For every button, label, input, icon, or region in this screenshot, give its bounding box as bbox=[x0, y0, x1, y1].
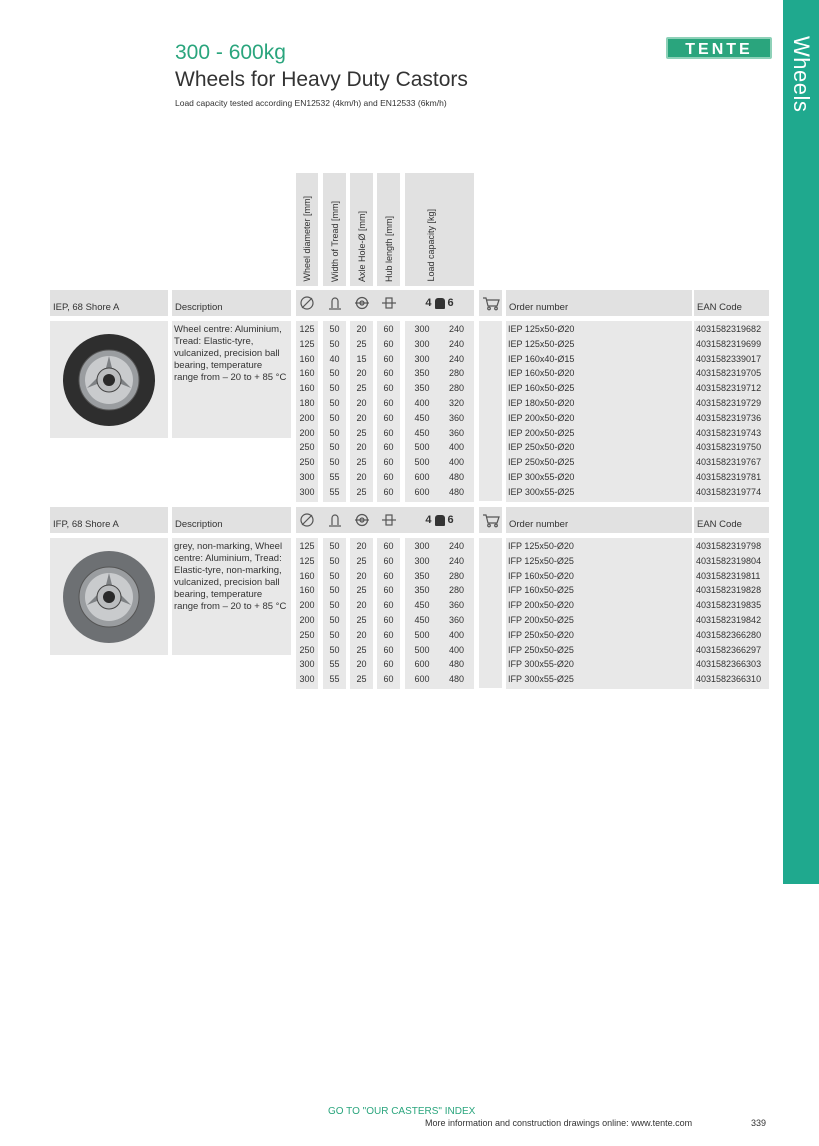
weight-icon bbox=[435, 298, 445, 309]
cell-order-number: IEP 160x50-Ø20 bbox=[508, 368, 575, 379]
cell-load-6kmh: 360 bbox=[448, 615, 465, 625]
cell-tread-width: 55 bbox=[329, 472, 340, 482]
cell-order-number: IEP 250x50-Ø20 bbox=[508, 442, 575, 453]
ean-header-label: EAN Code bbox=[697, 302, 742, 313]
cell-order-number: IEP 250x50-Ø25 bbox=[508, 457, 575, 468]
description-header bbox=[172, 507, 291, 533]
cell-order-number: IEP 160x50-Ø25 bbox=[508, 383, 575, 394]
section-name bbox=[50, 507, 168, 533]
cell-wheel-diameter: 125 bbox=[299, 555, 315, 566]
cell-wheel-diameter: 125 bbox=[299, 541, 315, 551]
cell-hub-length: 60 bbox=[383, 368, 394, 379]
cell-tread-width: 50 bbox=[329, 600, 340, 611]
cell-load-6kmh: 240 bbox=[448, 338, 465, 349]
cell-ean-code: 4031582319699 bbox=[696, 338, 762, 349]
cell-load-6kmh: 400 bbox=[448, 644, 465, 655]
cart-icon-bar bbox=[479, 290, 502, 316]
cell-axle-hole-column bbox=[350, 538, 373, 689]
cell-tread-width: 50 bbox=[329, 368, 340, 379]
cell-hub-length: 60 bbox=[383, 442, 394, 453]
cell-wheel-diameter: 160 bbox=[299, 353, 315, 364]
cell-order-number-column bbox=[506, 538, 692, 689]
cell-tread-width-column bbox=[323, 538, 346, 689]
cell-tread-width: 55 bbox=[329, 674, 340, 685]
cell-ean-code-column bbox=[694, 538, 769, 689]
cell-tread-width: 50 bbox=[329, 585, 340, 596]
cell-wheel-diameter: 200 bbox=[299, 615, 315, 625]
cell-axle-hole: 20 bbox=[356, 472, 367, 482]
cell-order-number: IFP 300x55-Ø25 bbox=[508, 674, 574, 685]
cell-load-6kmh: 240 bbox=[448, 555, 465, 566]
cell-ean-code: 4031582319743 bbox=[696, 427, 762, 438]
section-name bbox=[50, 290, 168, 316]
cell-wheel-diameter: 180 bbox=[299, 398, 315, 408]
cell-wheel-diameter: 250 bbox=[299, 644, 315, 655]
speed-6-label: 6 bbox=[447, 297, 454, 309]
cell-load-6kmh: 280 bbox=[448, 383, 465, 394]
cell-ean-code: 4031582319682 bbox=[696, 324, 762, 334]
cell-hub-length: 60 bbox=[383, 472, 394, 482]
cell-tread-width: 50 bbox=[329, 555, 340, 566]
header-hub-length: Hub length [mm] bbox=[377, 173, 400, 286]
hub-length-icon bbox=[377, 507, 400, 533]
cell-order-number: IFP 250x50-Ø25 bbox=[508, 644, 574, 655]
cell-tread-width: 50 bbox=[329, 338, 340, 349]
cell-axle-hole: 20 bbox=[356, 600, 367, 611]
cell-load-4kmh: 600 bbox=[414, 659, 430, 670]
cell-wheel-diameter: 300 bbox=[299, 486, 315, 497]
load-weight-icon bbox=[405, 507, 474, 533]
cell-hub-length: 60 bbox=[383, 570, 394, 581]
axle-hole-icon bbox=[350, 290, 373, 316]
cell-order-number: IEP 160x40-Ø15 bbox=[508, 353, 575, 364]
cell-order-number: IEP 200x50-Ø25 bbox=[508, 427, 575, 438]
cell-wheel-diameter: 160 bbox=[299, 383, 315, 394]
cell-load-4kmh: 400 bbox=[414, 398, 430, 408]
cell-load-6kmh: 480 bbox=[448, 486, 465, 497]
cell-load-4kmh: 600 bbox=[414, 472, 430, 482]
cell-hub-length: 60 bbox=[383, 585, 394, 596]
cell-tread-width: 50 bbox=[329, 644, 340, 655]
cell-axle-hole: 20 bbox=[356, 442, 367, 453]
cell-wheel-diameter: 125 bbox=[299, 338, 315, 349]
cell-axle-hole: 25 bbox=[356, 644, 367, 655]
cell-ean-code: 4031582366303 bbox=[696, 659, 762, 670]
cell-axle-hole: 25 bbox=[356, 674, 367, 685]
side-tab-label: Wheels bbox=[789, 36, 814, 113]
cell-wheel-diameter-column bbox=[296, 321, 318, 502]
cell-wheel-diameter: 250 bbox=[299, 629, 315, 640]
cell-axle-hole: 20 bbox=[356, 541, 367, 551]
cell-load-6kmh: 320 bbox=[448, 398, 465, 408]
cell-axle-hole: 25 bbox=[356, 615, 367, 625]
cell-order-number: IFP 125x50-Ø20 bbox=[508, 541, 574, 551]
cart-column bbox=[479, 538, 502, 688]
cell-wheel-diameter: 200 bbox=[299, 427, 315, 438]
cell-axle-hole: 25 bbox=[356, 555, 367, 566]
cell-tread-width: 50 bbox=[329, 615, 340, 625]
cell-ean-code: 4031582319705 bbox=[696, 368, 762, 379]
cell-hub-length: 60 bbox=[383, 615, 394, 625]
cell-axle-hole: 20 bbox=[356, 629, 367, 640]
cell-ean-code: 4031582319729 bbox=[696, 398, 762, 408]
tente-logo: TENTE bbox=[666, 37, 772, 59]
cell-load-4kmh: 300 bbox=[414, 555, 430, 566]
cell-load-6kmh: 280 bbox=[448, 585, 465, 596]
cell-load-4kmh: 600 bbox=[414, 674, 430, 685]
cell-order-number: IEP 300x55-Ø25 bbox=[508, 486, 575, 497]
cart-icon-bar bbox=[479, 507, 502, 533]
load-weight-icon bbox=[405, 290, 474, 316]
cell-tread-width: 50 bbox=[329, 427, 340, 438]
cell-ean-code: 4031582366310 bbox=[696, 674, 762, 685]
cell-order-number: IFP 200x50-Ø20 bbox=[508, 600, 574, 611]
cell-hub-length: 60 bbox=[383, 555, 394, 566]
cell-tread-width: 50 bbox=[329, 412, 340, 423]
page-subtitle: Load capacity tested according EN12532 (4km/h) and EN12533 (6km/h) bbox=[175, 98, 447, 108]
cell-wheel-diameter: 125 bbox=[299, 324, 315, 334]
header-tread-width: Width of Tread [mm] bbox=[323, 173, 346, 286]
cell-ean-code: 4031582319767 bbox=[696, 457, 762, 468]
cell-wheel-diameter: 160 bbox=[299, 570, 315, 581]
cell-axle-hole: 25 bbox=[356, 338, 367, 349]
cell-wheel-diameter: 160 bbox=[299, 368, 315, 379]
cell-ean-code: 4031582319804 bbox=[696, 555, 762, 566]
cell-load-4kmh: 350 bbox=[414, 383, 430, 394]
cell-load-4kmh: 450 bbox=[414, 600, 430, 611]
cell-hub-length-column bbox=[377, 538, 400, 689]
cell-load-6kmh: 400 bbox=[448, 629, 465, 640]
cell-order-number: IFP 300x55-Ø20 bbox=[508, 659, 574, 670]
cell-hub-length: 60 bbox=[383, 324, 394, 334]
cell-ean-code: 4031582319781 bbox=[696, 472, 762, 482]
cell-hub-length: 60 bbox=[383, 644, 394, 655]
description-header bbox=[172, 290, 291, 316]
wheel-diameter-icon bbox=[296, 290, 318, 316]
order-number-header-label: Order number bbox=[509, 519, 569, 530]
cell-load-4kmh: 350 bbox=[414, 368, 430, 379]
cell-ean-code: 4031582319811 bbox=[696, 570, 761, 581]
tread-width-icon bbox=[323, 290, 346, 316]
cell-axle-hole: 25 bbox=[356, 427, 367, 438]
cell-load-4kmh: 600 bbox=[414, 486, 430, 497]
ean-header bbox=[694, 507, 769, 533]
cell-load-4kmh: 450 bbox=[414, 427, 430, 438]
cell-wheel-diameter: 250 bbox=[299, 442, 315, 453]
cell-ean-code: 4031582319835 bbox=[696, 600, 762, 611]
cell-load-6kmh: 480 bbox=[448, 659, 465, 670]
cell-wheel-diameter: 300 bbox=[299, 659, 315, 670]
cell-axle-hole: 25 bbox=[356, 383, 367, 394]
cell-ean-code: 4031582339017 bbox=[696, 353, 762, 364]
spec-icons-bar bbox=[296, 507, 474, 533]
cell-ean-code-column bbox=[694, 321, 769, 502]
cell-hub-length: 60 bbox=[383, 353, 394, 364]
tread-width-icon bbox=[323, 507, 346, 533]
cell-hub-length: 60 bbox=[383, 674, 394, 685]
cell-hub-length-column bbox=[377, 321, 400, 502]
product-description: Wheel centre: Aluminium, Tread: Elastic-tyre, vulcanized, precision ball bearing, temperature range from – 20 to + 85 °C bbox=[172, 321, 291, 438]
cell-order-number: IFP 200x50-Ø25 bbox=[508, 615, 574, 625]
wheel-image bbox=[50, 538, 168, 655]
cell-order-number: IFP 125x50-Ø25 bbox=[508, 555, 574, 566]
description-header-label: Description bbox=[175, 519, 223, 530]
cell-wheel-diameter: 160 bbox=[299, 585, 315, 596]
hub-length-icon bbox=[377, 290, 400, 316]
wheel-diameter-icon bbox=[296, 507, 318, 533]
cell-hub-length: 60 bbox=[383, 427, 394, 438]
cell-order-number: IEP 125x50-Ø25 bbox=[508, 338, 575, 349]
cell-hub-length: 60 bbox=[383, 383, 394, 394]
header-load-capacity: Load capacity [kg] bbox=[405, 173, 474, 286]
speed-6-label: 6 bbox=[447, 514, 454, 526]
cell-ean-code: 4031582319828 bbox=[696, 585, 762, 596]
cell-wheel-diameter: 300 bbox=[299, 674, 315, 685]
cell-axle-hole: 20 bbox=[356, 570, 367, 581]
order-number-header bbox=[506, 290, 692, 316]
cell-load-4kmh: 500 bbox=[414, 629, 430, 640]
cell-hub-length: 60 bbox=[383, 457, 394, 468]
cell-ean-code: 4031582366280 bbox=[696, 629, 762, 640]
cell-hub-length: 60 bbox=[383, 600, 394, 611]
cell-ean-code: 4031582319798 bbox=[696, 541, 762, 551]
weight-icon bbox=[435, 515, 445, 526]
cell-ean-code: 4031582319712 bbox=[696, 383, 762, 394]
cell-tread-width: 50 bbox=[329, 383, 340, 394]
axle-hole-icon bbox=[350, 507, 373, 533]
cell-load-4kmh: 450 bbox=[414, 615, 430, 625]
order-number-header bbox=[506, 507, 692, 533]
cell-load-6kmh: 280 bbox=[448, 570, 465, 581]
cell-wheel-diameter: 300 bbox=[299, 472, 315, 482]
cell-load-4kmh: 350 bbox=[414, 585, 430, 596]
cell-order-number: IEP 200x50-Ø20 bbox=[508, 412, 575, 423]
cell-ean-code: 4031582319750 bbox=[696, 442, 762, 453]
header-wheel-diameter: Wheel diameter [mm] bbox=[296, 173, 318, 286]
cell-tread-width: 50 bbox=[329, 541, 340, 551]
cell-ean-code: 4031582319842 bbox=[696, 615, 762, 625]
cell-order-number: IEP 300x55-Ø20 bbox=[508, 472, 575, 482]
cell-load-6kmh: 360 bbox=[448, 600, 465, 611]
cell-load-6kmh: 400 bbox=[448, 457, 465, 468]
cell-hub-length: 60 bbox=[383, 398, 394, 408]
cell-axle-hole: 20 bbox=[356, 368, 367, 379]
section-name-label: IEP, 68 Shore A bbox=[53, 302, 120, 313]
cell-hub-length: 60 bbox=[383, 412, 394, 423]
cell-tread-width-column bbox=[323, 321, 346, 502]
cell-load-4kmh: 450 bbox=[414, 412, 430, 423]
section-name-label: IFP, 68 Shore A bbox=[53, 519, 119, 530]
cell-load-4kmh: 500 bbox=[414, 644, 430, 655]
cell-load-4kmh: 300 bbox=[414, 324, 430, 334]
cell-load-6kmh: 400 bbox=[448, 442, 465, 453]
cell-load-4kmh: 350 bbox=[414, 570, 430, 581]
cell-axle-hole: 15 bbox=[356, 353, 367, 364]
cell-tread-width: 50 bbox=[329, 324, 340, 334]
page-number: 339 bbox=[751, 1118, 767, 1128]
description-header-label: Description bbox=[175, 302, 223, 313]
cart-column bbox=[479, 321, 502, 501]
cell-load-6kmh: 280 bbox=[448, 368, 465, 379]
cell-axle-hole: 25 bbox=[356, 585, 367, 596]
ean-header-label: EAN Code bbox=[697, 519, 742, 530]
cart-icon bbox=[479, 507, 502, 533]
cell-order-number: IFP 160x50-Ø25 bbox=[508, 585, 574, 596]
cell-hub-length: 60 bbox=[383, 629, 394, 640]
casters-index-link[interactable]: GO TO "OUR CASTERS" INDEX bbox=[328, 1106, 476, 1117]
cell-hub-length: 60 bbox=[383, 486, 394, 497]
cell-load-4kmh: 300 bbox=[414, 353, 430, 364]
cell-load-6kmh: 480 bbox=[448, 674, 465, 685]
cell-axle-hole: 20 bbox=[356, 659, 367, 670]
cell-tread-width: 50 bbox=[329, 442, 340, 453]
cell-order-number: IEP 125x50-Ø20 bbox=[508, 324, 575, 334]
cell-axle-hole: 20 bbox=[356, 398, 367, 408]
cell-load-4kmh-column bbox=[405, 538, 474, 689]
cell-tread-width: 55 bbox=[329, 659, 340, 670]
speed-4-label: 4 bbox=[425, 297, 432, 309]
cell-hub-length: 60 bbox=[383, 659, 394, 670]
cell-hub-length: 60 bbox=[383, 338, 394, 349]
order-number-header-label: Order number bbox=[509, 302, 569, 313]
cell-axle-hole: 25 bbox=[356, 486, 367, 497]
cell-load-6kmh: 360 bbox=[448, 427, 465, 438]
cell-load-6kmh: 240 bbox=[448, 353, 465, 364]
cell-order-number: IFP 250x50-Ø20 bbox=[508, 629, 574, 640]
wheel-image bbox=[50, 321, 168, 438]
cell-axle-hole: 20 bbox=[356, 324, 367, 334]
load-range-title: 300 - 600kg bbox=[175, 41, 286, 64]
cell-axle-hole-column bbox=[350, 321, 373, 502]
spec-icons-bar bbox=[296, 290, 474, 316]
page-title: Wheels for Heavy Duty Castors bbox=[175, 68, 468, 91]
cell-ean-code: 4031582319736 bbox=[696, 412, 762, 423]
ean-header bbox=[694, 290, 769, 316]
cell-order-number: IFP 160x50-Ø20 bbox=[508, 570, 574, 581]
cell-tread-width: 50 bbox=[329, 629, 340, 640]
cell-tread-width: 55 bbox=[329, 486, 340, 497]
cart-icon bbox=[479, 290, 502, 316]
header-axle-hole: Axle Hole-Ø [mm] bbox=[350, 173, 373, 286]
cell-load-6kmh: 360 bbox=[448, 412, 465, 423]
cell-load-4kmh: 500 bbox=[414, 457, 430, 468]
cell-wheel-diameter: 200 bbox=[299, 600, 315, 611]
cell-wheel-diameter-column bbox=[296, 538, 318, 689]
cell-tread-width: 40 bbox=[329, 353, 340, 364]
cell-axle-hole: 25 bbox=[356, 457, 367, 468]
cell-load-6kmh: 240 bbox=[448, 324, 465, 334]
side-tab bbox=[783, 0, 819, 884]
cell-order-number-column bbox=[506, 321, 692, 502]
footer-info: More information and construction drawings online: www.tente.com bbox=[425, 1118, 693, 1128]
cell-load-4kmh: 500 bbox=[414, 442, 430, 453]
cell-load-4kmh: 300 bbox=[414, 541, 430, 551]
cell-ean-code: 4031582366297 bbox=[696, 644, 762, 655]
cell-hub-length: 60 bbox=[383, 541, 394, 551]
cell-wheel-diameter: 200 bbox=[299, 412, 315, 423]
cell-load-6kmh: 240 bbox=[448, 541, 465, 551]
cell-tread-width: 50 bbox=[329, 398, 340, 408]
cell-tread-width: 50 bbox=[329, 457, 340, 468]
cell-axle-hole: 20 bbox=[356, 412, 367, 423]
product-description: grey, non-marking, Wheel centre: Aluminium, Tread: Elastic-tyre, non-marking, vulcanized, precision ball bearing, temperature range from – 20 to + 85 °C bbox=[172, 538, 291, 655]
cell-wheel-diameter: 250 bbox=[299, 457, 315, 468]
speed-4-label: 4 bbox=[425, 514, 432, 526]
cell-ean-code: 4031582319774 bbox=[696, 486, 762, 497]
cell-load-4kmh-column bbox=[405, 321, 474, 502]
cell-order-number: IEP 180x50-Ø20 bbox=[508, 398, 575, 408]
cell-load-4kmh: 300 bbox=[414, 338, 430, 349]
cell-load-6kmh: 480 bbox=[448, 472, 465, 482]
cell-tread-width: 50 bbox=[329, 570, 340, 581]
